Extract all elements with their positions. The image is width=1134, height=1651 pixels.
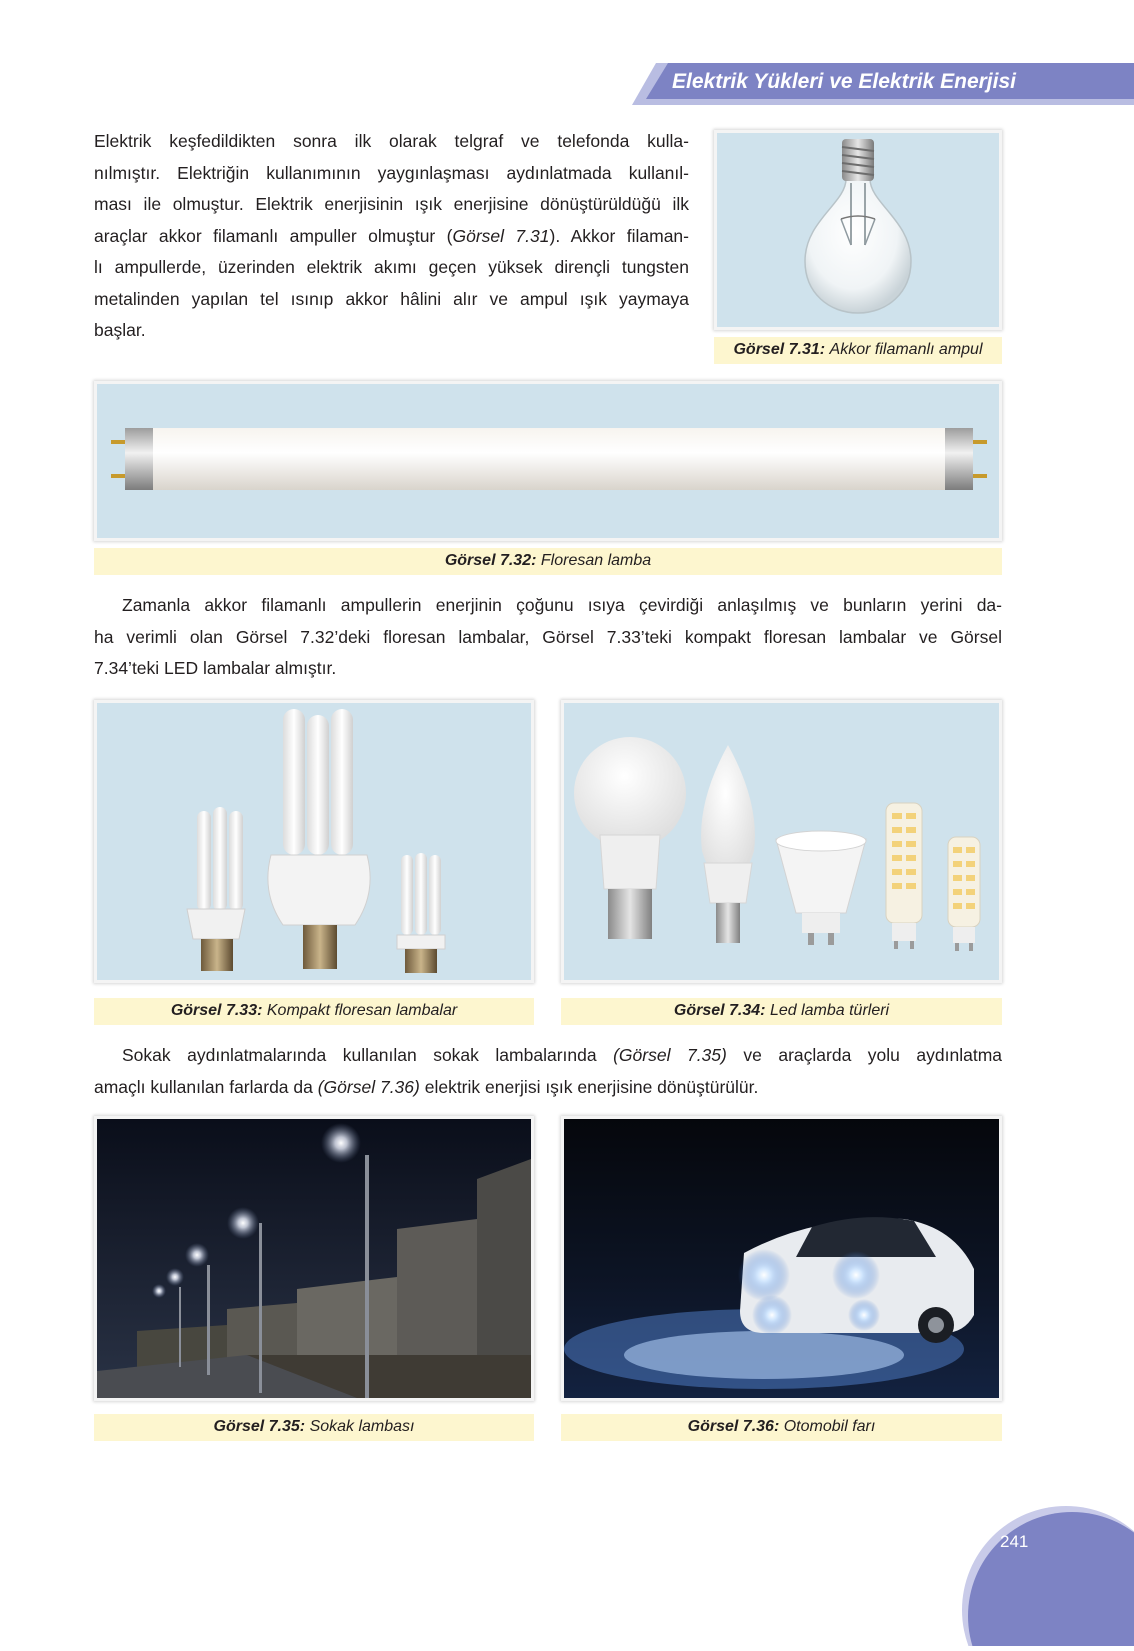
text-line: metalinden yapılan tel ısınıp akkor hâlini alır ve ampul ışık yaymaya [94,288,689,309]
text-line: 7.34’teki LED lambalar almıştır. [94,658,337,678]
caption-text: Led lamba türleri [769,1002,890,1019]
led-illustration [564,703,999,980]
fluorescent-tube-image [94,381,1002,541]
page-number: 241 [1000,1532,1029,1551]
tube-illustration [97,384,999,538]
caption-7-34 [561,998,1002,1025]
caption-7-35 [94,1414,534,1441]
text-line: başlar. [94,320,146,340]
caption-7-36 [561,1414,1002,1441]
caption-7-31 [714,337,1002,364]
caption-label: Görsel 7.35: [213,1418,306,1435]
text-line: ması ile olmuştur. Elektrik enerjisinin ışık enerjisine dönüştürüldüğü ilk [94,194,689,214]
text-fragment: Sokak aydınlatmalarında kullanılan sokak lambalarında [122,1045,614,1065]
street-lamp-image [94,1116,534,1401]
text-line: nılmıştır. Elektriğin kullanımının yaygınlaşması aydınlatmada kullanıl- [94,162,689,183]
text-line [94,1072,1002,1104]
text-line: lı ampullerde, üzerinden elektrik akımı geçen yüksek dirençli tungsten [94,257,689,277]
caption-label: Görsel 7.33: [170,1002,263,1019]
caption-label: Görsel 7.36: [687,1418,780,1435]
bulb-illustration [717,133,999,327]
text-fragment: ). Akkor filaman- [549,225,689,246]
car-headlight-image [561,1116,1002,1401]
caption-text: Otomobil farı [783,1418,876,1435]
page-number-corner [958,1506,1134,1646]
text-line [94,1040,1002,1072]
figure-reference: Görsel 7.31 [452,225,550,246]
figure-reference: (Görsel 7.36) [317,1076,420,1097]
street-illustration [97,1119,531,1398]
caption-text: Floresan lamba [540,552,652,569]
caption-label: Görsel 7.31: [733,341,826,358]
third-paragraph [94,1040,1002,1103]
text-fragment: ve araçlarda yolu aydınlatma [726,1045,1003,1065]
text-line: ha verimli olan Görsel 7.32’deki floresan lambalar, Görsel 7.33’teki kompakt floresan lambalar ve Görsel [94,626,1002,647]
text-line: Zamanla akkor filamanlı ampullerin enerjinin çoğunu ısıya çevirdiği anlaşılmış ve bunların yerini da- [122,595,1002,615]
figure-reference: (Görsel 7.35) [613,1045,727,1065]
caption-7-33 [94,998,534,1025]
led-lamps-image [561,700,1002,983]
caption-text: Sokak lambası [309,1418,415,1435]
text-fragment: elektrik enerjisi ışık enerjisine dönüştürülür. [419,1076,759,1097]
caption-label: Görsel 7.32: [444,552,537,569]
caption-7-32 [94,548,1002,575]
chapter-title: Elektrik Yükleri ve Elektrik Enerjisi [672,70,1016,93]
cfl-illustration [97,703,531,980]
caption-text: Akkor filamanlı ampul [829,341,983,358]
text-fragment: araçlar akkor filamanlı ampuller olmuştur ( [94,225,453,246]
compact-fluorescent-image [94,700,534,983]
incandescent-bulb-image [714,130,1002,330]
caption-text: Kompakt floresan lambalar [266,1002,458,1019]
text-line [94,221,689,253]
intro-paragraph [94,126,689,347]
caption-label: Görsel 7.34: [673,1002,766,1019]
text-fragment: amaçlı kullanılan farlarda da [94,1076,318,1097]
car-illustration [564,1119,999,1398]
text-line: Elektrik keşfedildikten sonra ilk olarak telgraf ve telefonda kulla- [94,131,689,151]
second-paragraph [94,590,1002,685]
